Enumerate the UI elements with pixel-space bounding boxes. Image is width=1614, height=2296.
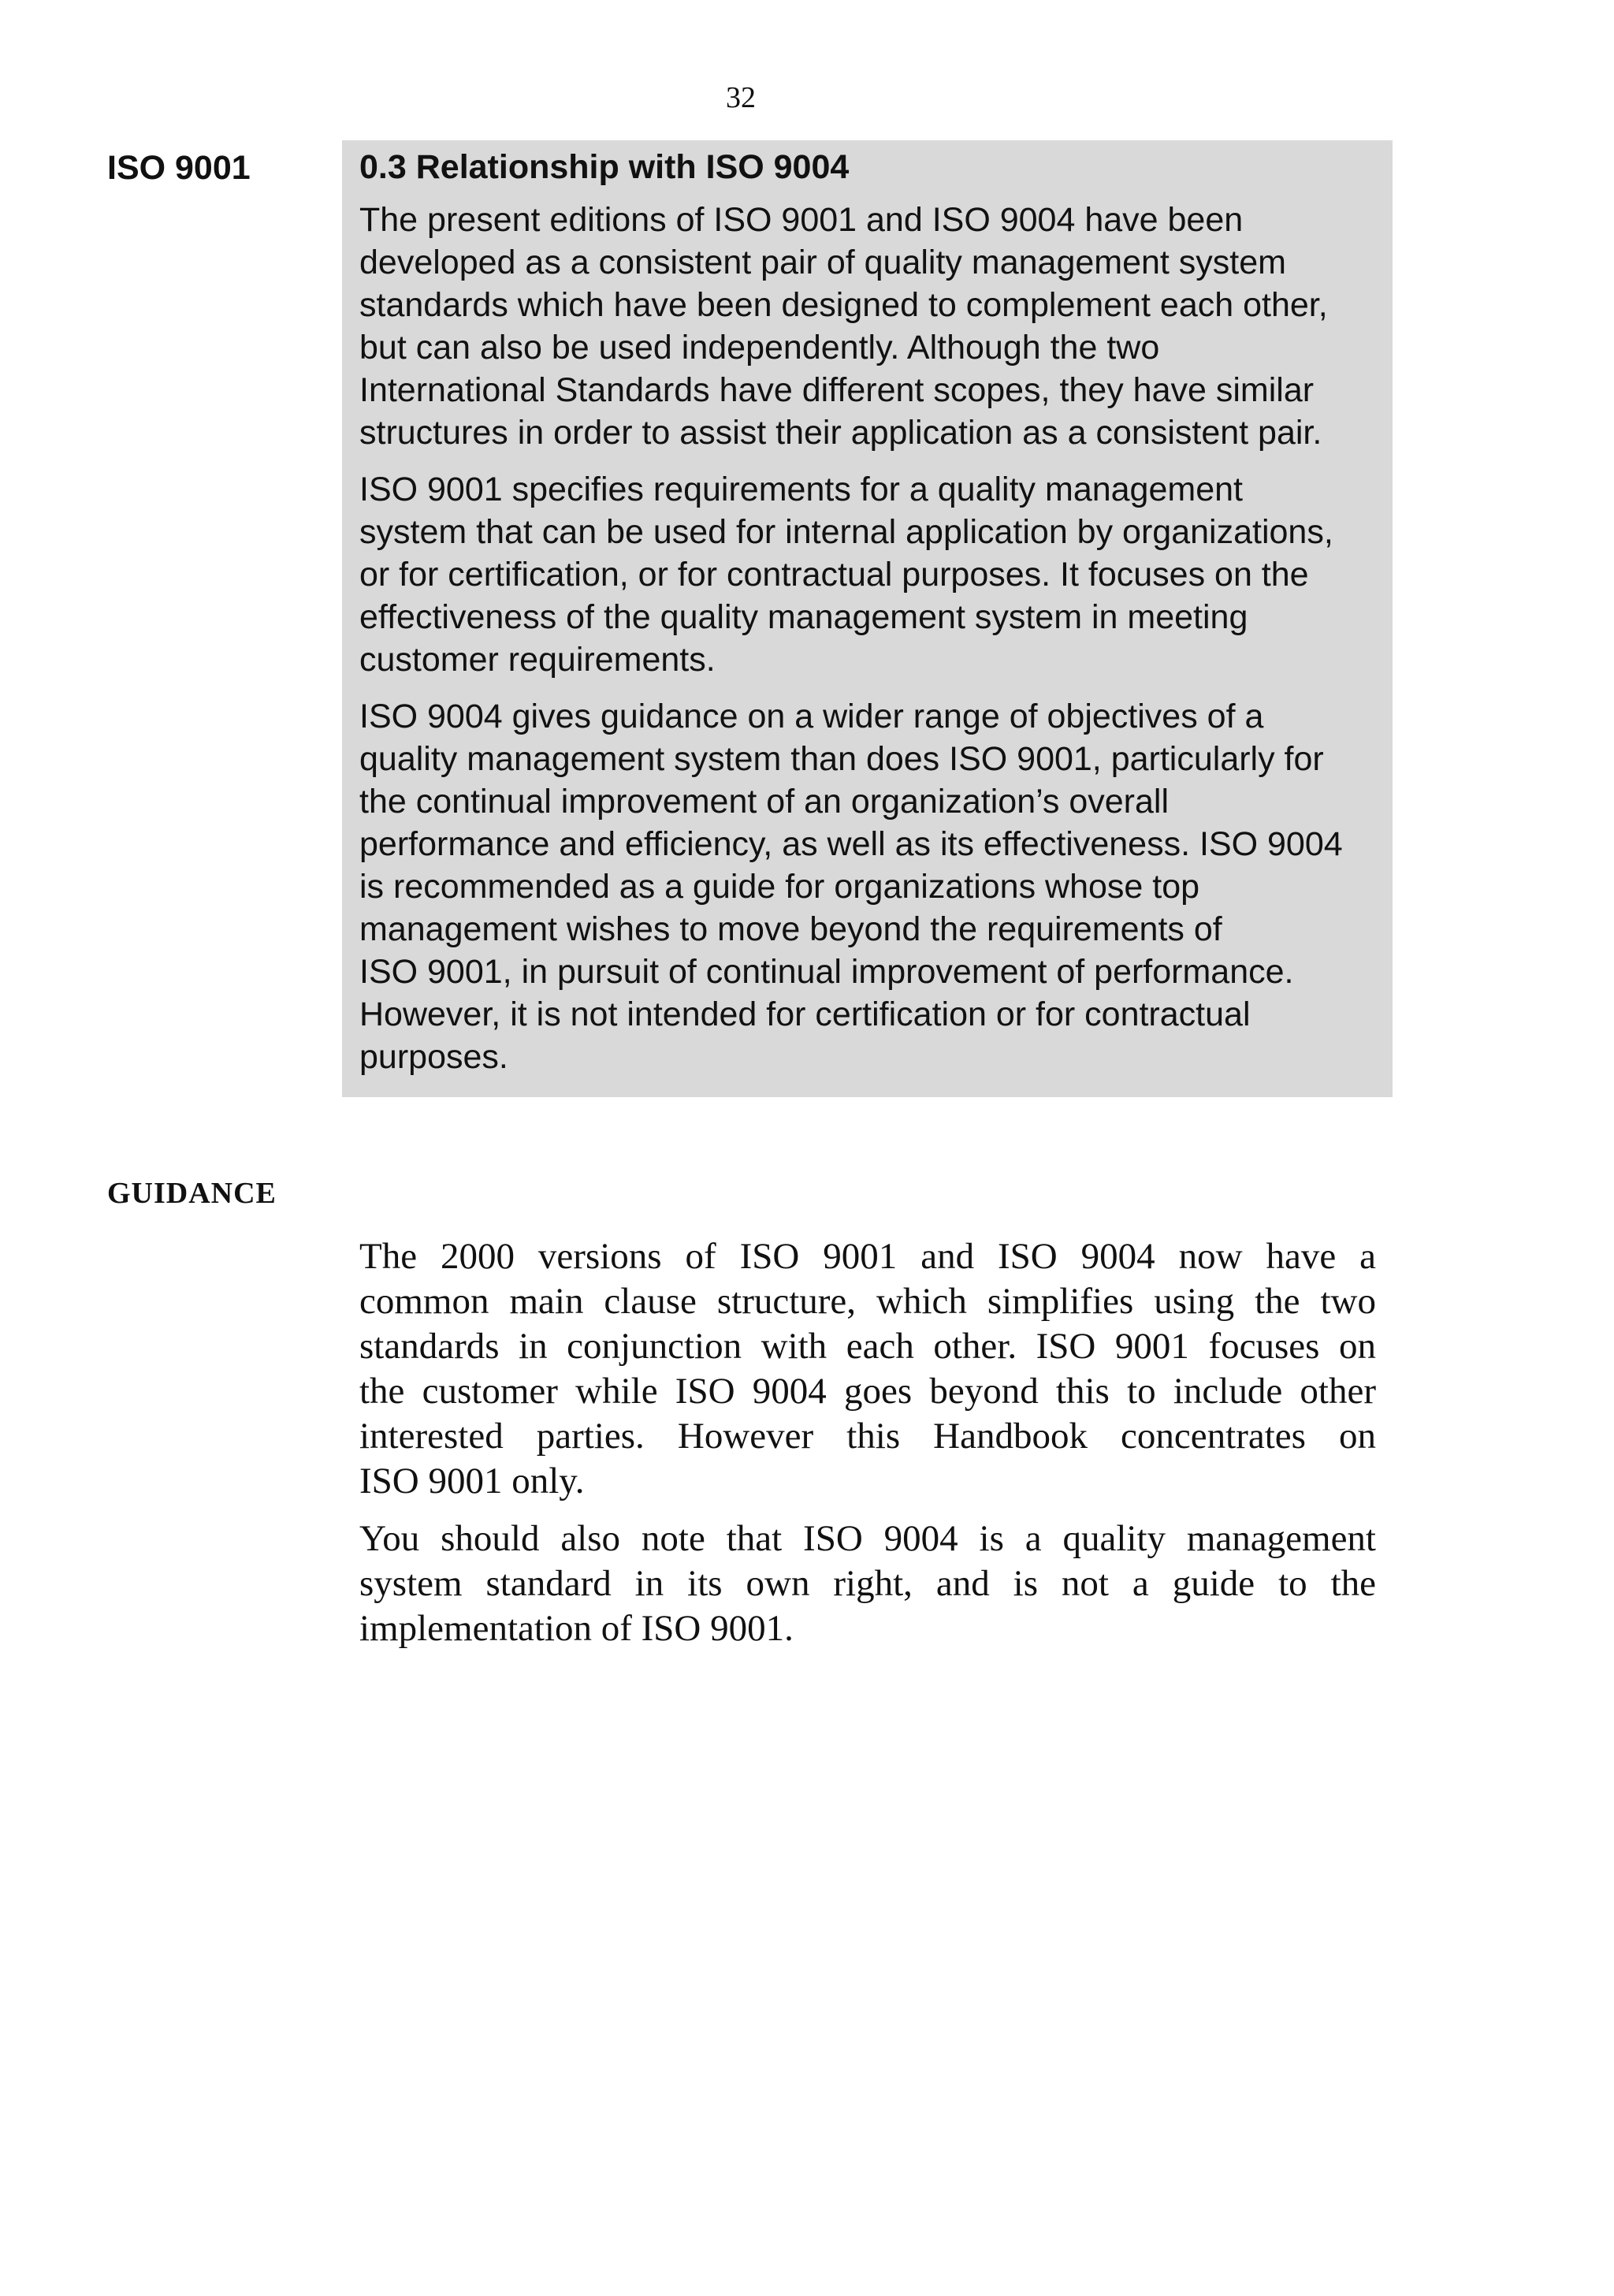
text-line: is recommended as a guide for organizations whose top: [359, 868, 1200, 906]
text-line: common main clause structure, which simplifies using the two: [359, 1281, 1376, 1322]
clause-paragraph-3: [359, 695, 1384, 1078]
text-line: effectiveness of the quality management system in meeting: [359, 598, 1248, 636]
page-number: 32: [726, 81, 756, 114]
guidance-paragraph-1: [359, 1234, 1376, 1504]
text-line: You should also note that ISO 9004 is a quality management: [359, 1518, 1376, 1559]
text-line: implementation of ISO 9001.: [359, 1608, 794, 1649]
text-line: The present editions of ISO 9001 and ISO 9004 have been: [359, 201, 1244, 239]
guidance-paragraph-2: [359, 1516, 1376, 1651]
text-line: International Standards have different scopes, they have similar: [359, 371, 1315, 409]
text-line: developed as a consistent pair of quality management system: [359, 244, 1286, 281]
text-line: interested parties. However this Handbook concentrates on: [359, 1416, 1376, 1457]
standard-margin-label: ISO 9001: [107, 149, 251, 187]
clause-paragraph-2: [359, 468, 1384, 681]
text-line: The 2000 versions of ISO 9001 and ISO 9004 now have a: [359, 1236, 1376, 1277]
text-line: ISO 9001 only.: [359, 1461, 585, 1502]
text-line: structures in order to assist their application as a consistent pair.: [359, 414, 1322, 452]
text-line: ISO 9004 gives guidance on a wider range of objectives of a: [359, 698, 1264, 735]
text-line: ISO 9001 specifies requirements for a quality management: [359, 471, 1243, 508]
text-line: the customer while ISO 9004 goes beyond this to include other: [359, 1371, 1376, 1412]
text-line: management wishes to move beyond the requirements of: [359, 910, 1222, 948]
text-line: but can also be used independently. Although the two: [359, 329, 1160, 367]
text-line: purposes.: [359, 1038, 508, 1076]
standard-excerpt-box: [342, 140, 1393, 1097]
text-line: system standard in its own right, and is not a guide to the: [359, 1563, 1376, 1604]
guidance-body: [359, 1234, 1376, 1664]
guidance-margin-label: GUIDANCE: [107, 1177, 277, 1210]
text-line: customer requirements.: [359, 641, 716, 679]
text-line: performance and efficiency, as well as its effectiveness. ISO 9004: [359, 825, 1343, 863]
text-line: system that can be used for internal application by organizations,: [359, 513, 1333, 551]
text-line: However, it is not intended for certification or for contractual: [359, 995, 1251, 1033]
text-line: quality management system than does ISO 9001, particularly for: [359, 740, 1324, 778]
text-line: standards in conjunction with each other. ISO 9001 focuses on: [359, 1326, 1376, 1367]
clause-heading: 0.3 Relationship with ISO 9004: [359, 148, 850, 186]
text-line: standards which have been designed to complement each other,: [359, 286, 1328, 324]
text-line: ISO 9001, in pursuit of continual improvement of performance.: [359, 953, 1294, 991]
clause-paragraph-1: [359, 199, 1384, 454]
text-line: the continual improvement of an organization’s overall: [359, 783, 1170, 821]
text-line: or for certification, or for contractual purposes. It focuses on the: [359, 556, 1309, 594]
